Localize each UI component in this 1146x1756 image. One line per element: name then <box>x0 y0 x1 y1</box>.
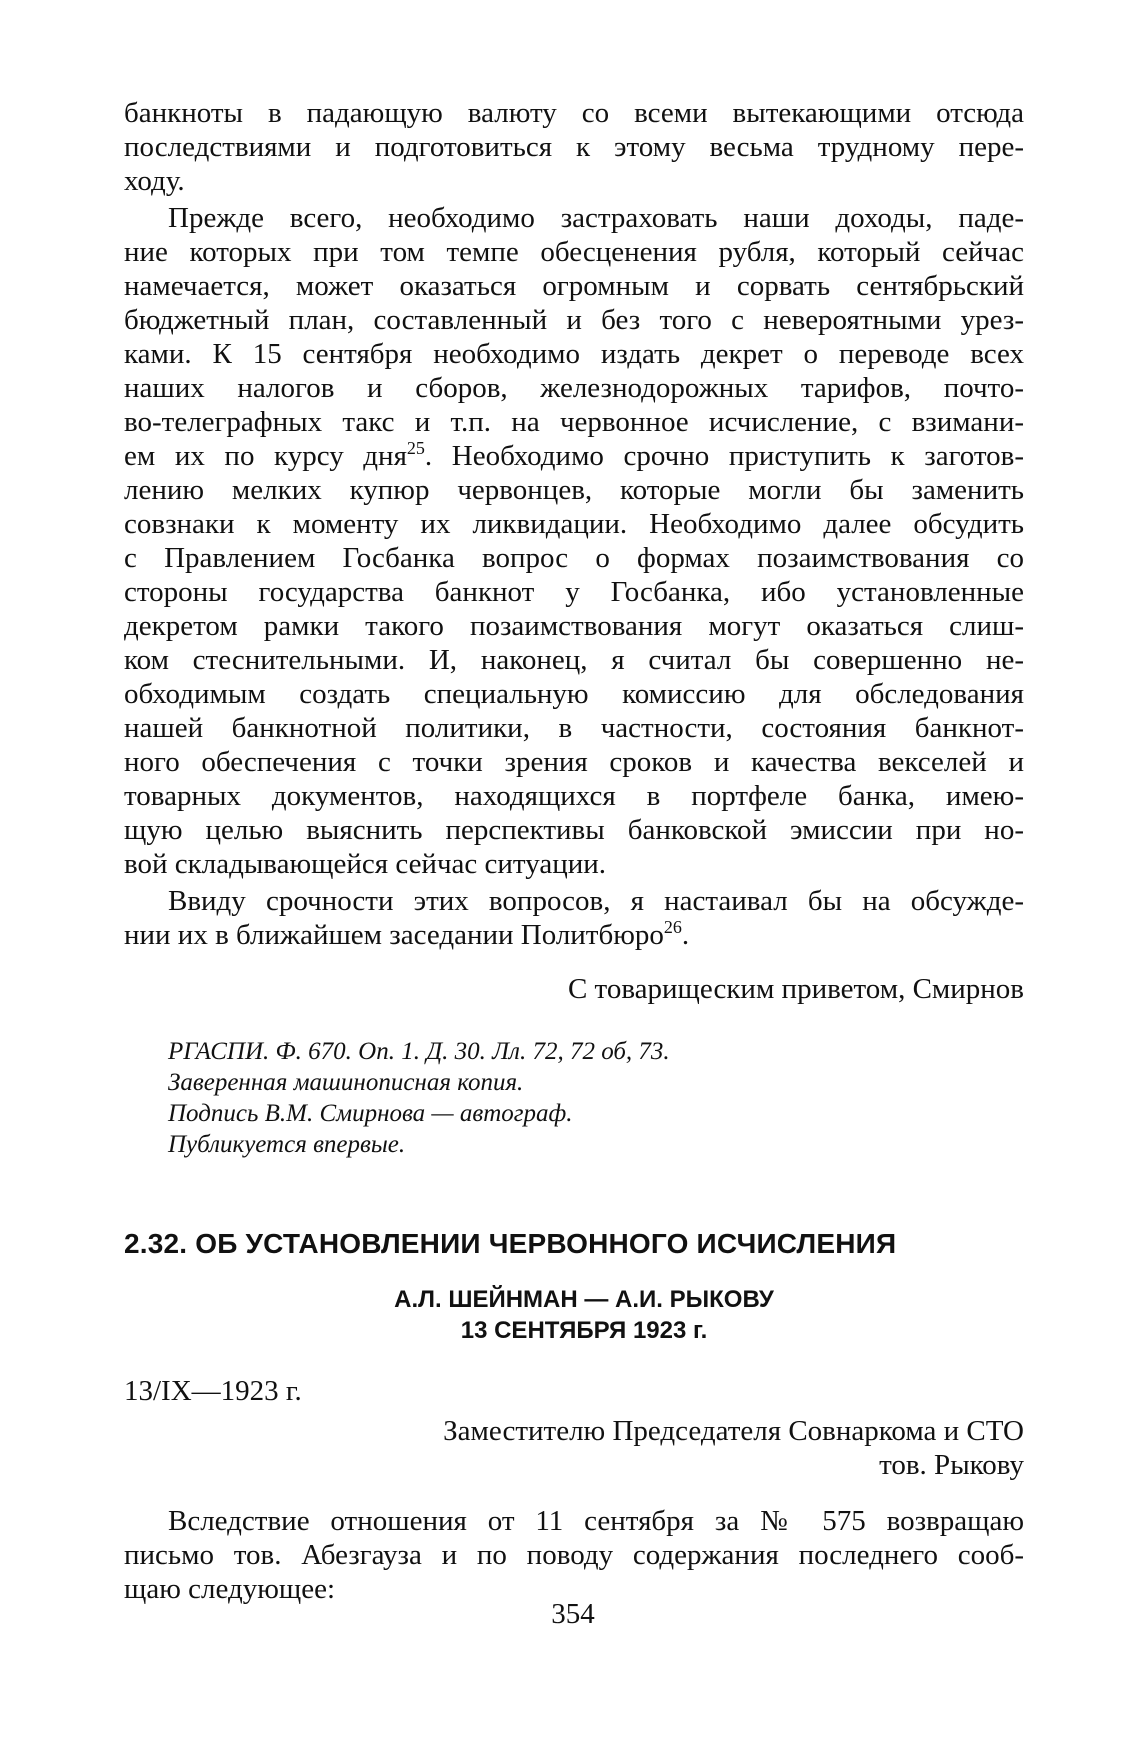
text-segment: . Необходимо срочно приступить к заготов- <box>424 440 1024 472</box>
text-line: нашей банкнотной политики, в частности, состояния банкнот- <box>124 712 1024 744</box>
text-line: бюджетный план, составленный и без того с невероятными урез- <box>124 304 1024 336</box>
text-line <box>124 918 1024 952</box>
text-line: лению мелких купюр червонцев, которые могли бы заменить <box>124 474 1024 506</box>
text-line: щую целью выяснить перспективы банковской эмиссии при но- <box>124 814 1024 846</box>
page-number: 354 <box>551 1598 595 1630</box>
text-line: наших налогов и сборов, железнодорожных тарифов, почто- <box>124 372 1024 404</box>
text-line: декретом рамки такого позаимствования могут оказаться слиш- <box>124 610 1024 642</box>
paragraph <box>124 1504 1024 1606</box>
text-line: Ввиду срочности этих вопросов, я настаивал бы на обсужде- <box>168 885 1024 917</box>
text-line: ходу. <box>124 165 185 197</box>
archive-line: Заверенная машинописная копия. <box>168 1069 524 1096</box>
archive-line: Публикуется впервые. <box>168 1131 406 1158</box>
paragraph <box>124 884 1024 952</box>
addressee-line: тов. Рыкову <box>879 1449 1024 1481</box>
archive-line: Подпись В.М. Смирнова — автограф. <box>168 1100 573 1127</box>
text-line: стороны государства банкнот у Госбанка, ибо установленные <box>124 576 1024 608</box>
text-line: товарных документов, находящихся в портфеле банка, имею- <box>124 780 1024 812</box>
text-line: ного обеспечения с точки зрения сроков и качества векселей и <box>124 746 1024 778</box>
text-line: Вследствие отношения от 11 сентября за № 575 возвращаю <box>168 1505 1024 1537</box>
footnote-ref: 25 <box>406 438 425 458</box>
letter-date: 13/IX—1923 г. <box>124 1375 302 1407</box>
text-line: Прежде всего, необходимо застраховать наши доходы, паде- <box>168 202 1024 234</box>
text-line: намечается, может оказаться огромным и сорвать сентябрьский <box>124 270 1024 302</box>
archive-line: РГАСПИ. Ф. 670. Оп. 1. Д. 30. Лл. 72, 72 об, 73. <box>168 1038 670 1065</box>
section-title: 2.32. ОБ УСТАНОВЛЕНИИ ЧЕРВОННОГО ИСЧИСЛЕНИЯ <box>124 1228 897 1259</box>
text-line: вой складывающейся сейчас ситуации. <box>124 848 607 880</box>
paragraph <box>124 96 1024 198</box>
text-line: с Правлением Госбанка вопрос о формах позаимствования со <box>124 542 1024 574</box>
archive-note <box>168 1036 1024 1160</box>
signature: С товарищеским приветом, Смирнов <box>567 973 1024 1005</box>
subtitle-line: 13 СЕНТЯБРЯ 1923 г. <box>460 1317 708 1344</box>
page-content <box>124 96 1024 1606</box>
text-line: во-телеграфных такс и т.п. на червонное исчисление, с взимани- <box>124 406 1024 438</box>
text-line: ками. К 15 сентября необходимо издать декрет о переводе всех <box>124 338 1024 370</box>
text-line: банкноты в падающую валюту со всеми вытекающими отсюда <box>124 97 1024 129</box>
text-line: последствиями и подготовиться к этому весьма трудному пере- <box>124 131 1024 163</box>
text-line: обходимым создать специальную комиссию для обследования <box>124 678 1024 710</box>
section-subtitle <box>124 1284 1024 1346</box>
text-segment: ем их по курсу дня <box>124 440 407 472</box>
text-line <box>124 439 1024 473</box>
text-line: ком стеснительными. И, наконец, я считал бы совершенно не- <box>124 644 1024 676</box>
footnote-ref: 26 <box>663 917 682 937</box>
text-line: ние которых при том темпе обесценения рубля, который сейчас <box>124 236 1024 268</box>
text-segment: нии их в ближайшем заседании Политбюро <box>124 919 664 951</box>
paragraph <box>124 201 1024 881</box>
text-segment: . <box>681 919 690 951</box>
addressee-line: Заместителю Председателя Совнаркома и СТО <box>443 1415 1024 1447</box>
text-line: щаю следующее: <box>124 1573 336 1605</box>
text-line: письмо тов. Абезгауза и по поводу содержания последнего сооб- <box>124 1539 1024 1571</box>
subtitle-line: А.Л. ШЕЙНМАН — А.И. РЫКОВУ <box>394 1286 774 1313</box>
text-line: совзнаки к моменту их ликвидации. Необходимо далее обсудить <box>124 508 1024 540</box>
addressee <box>124 1414 1024 1482</box>
